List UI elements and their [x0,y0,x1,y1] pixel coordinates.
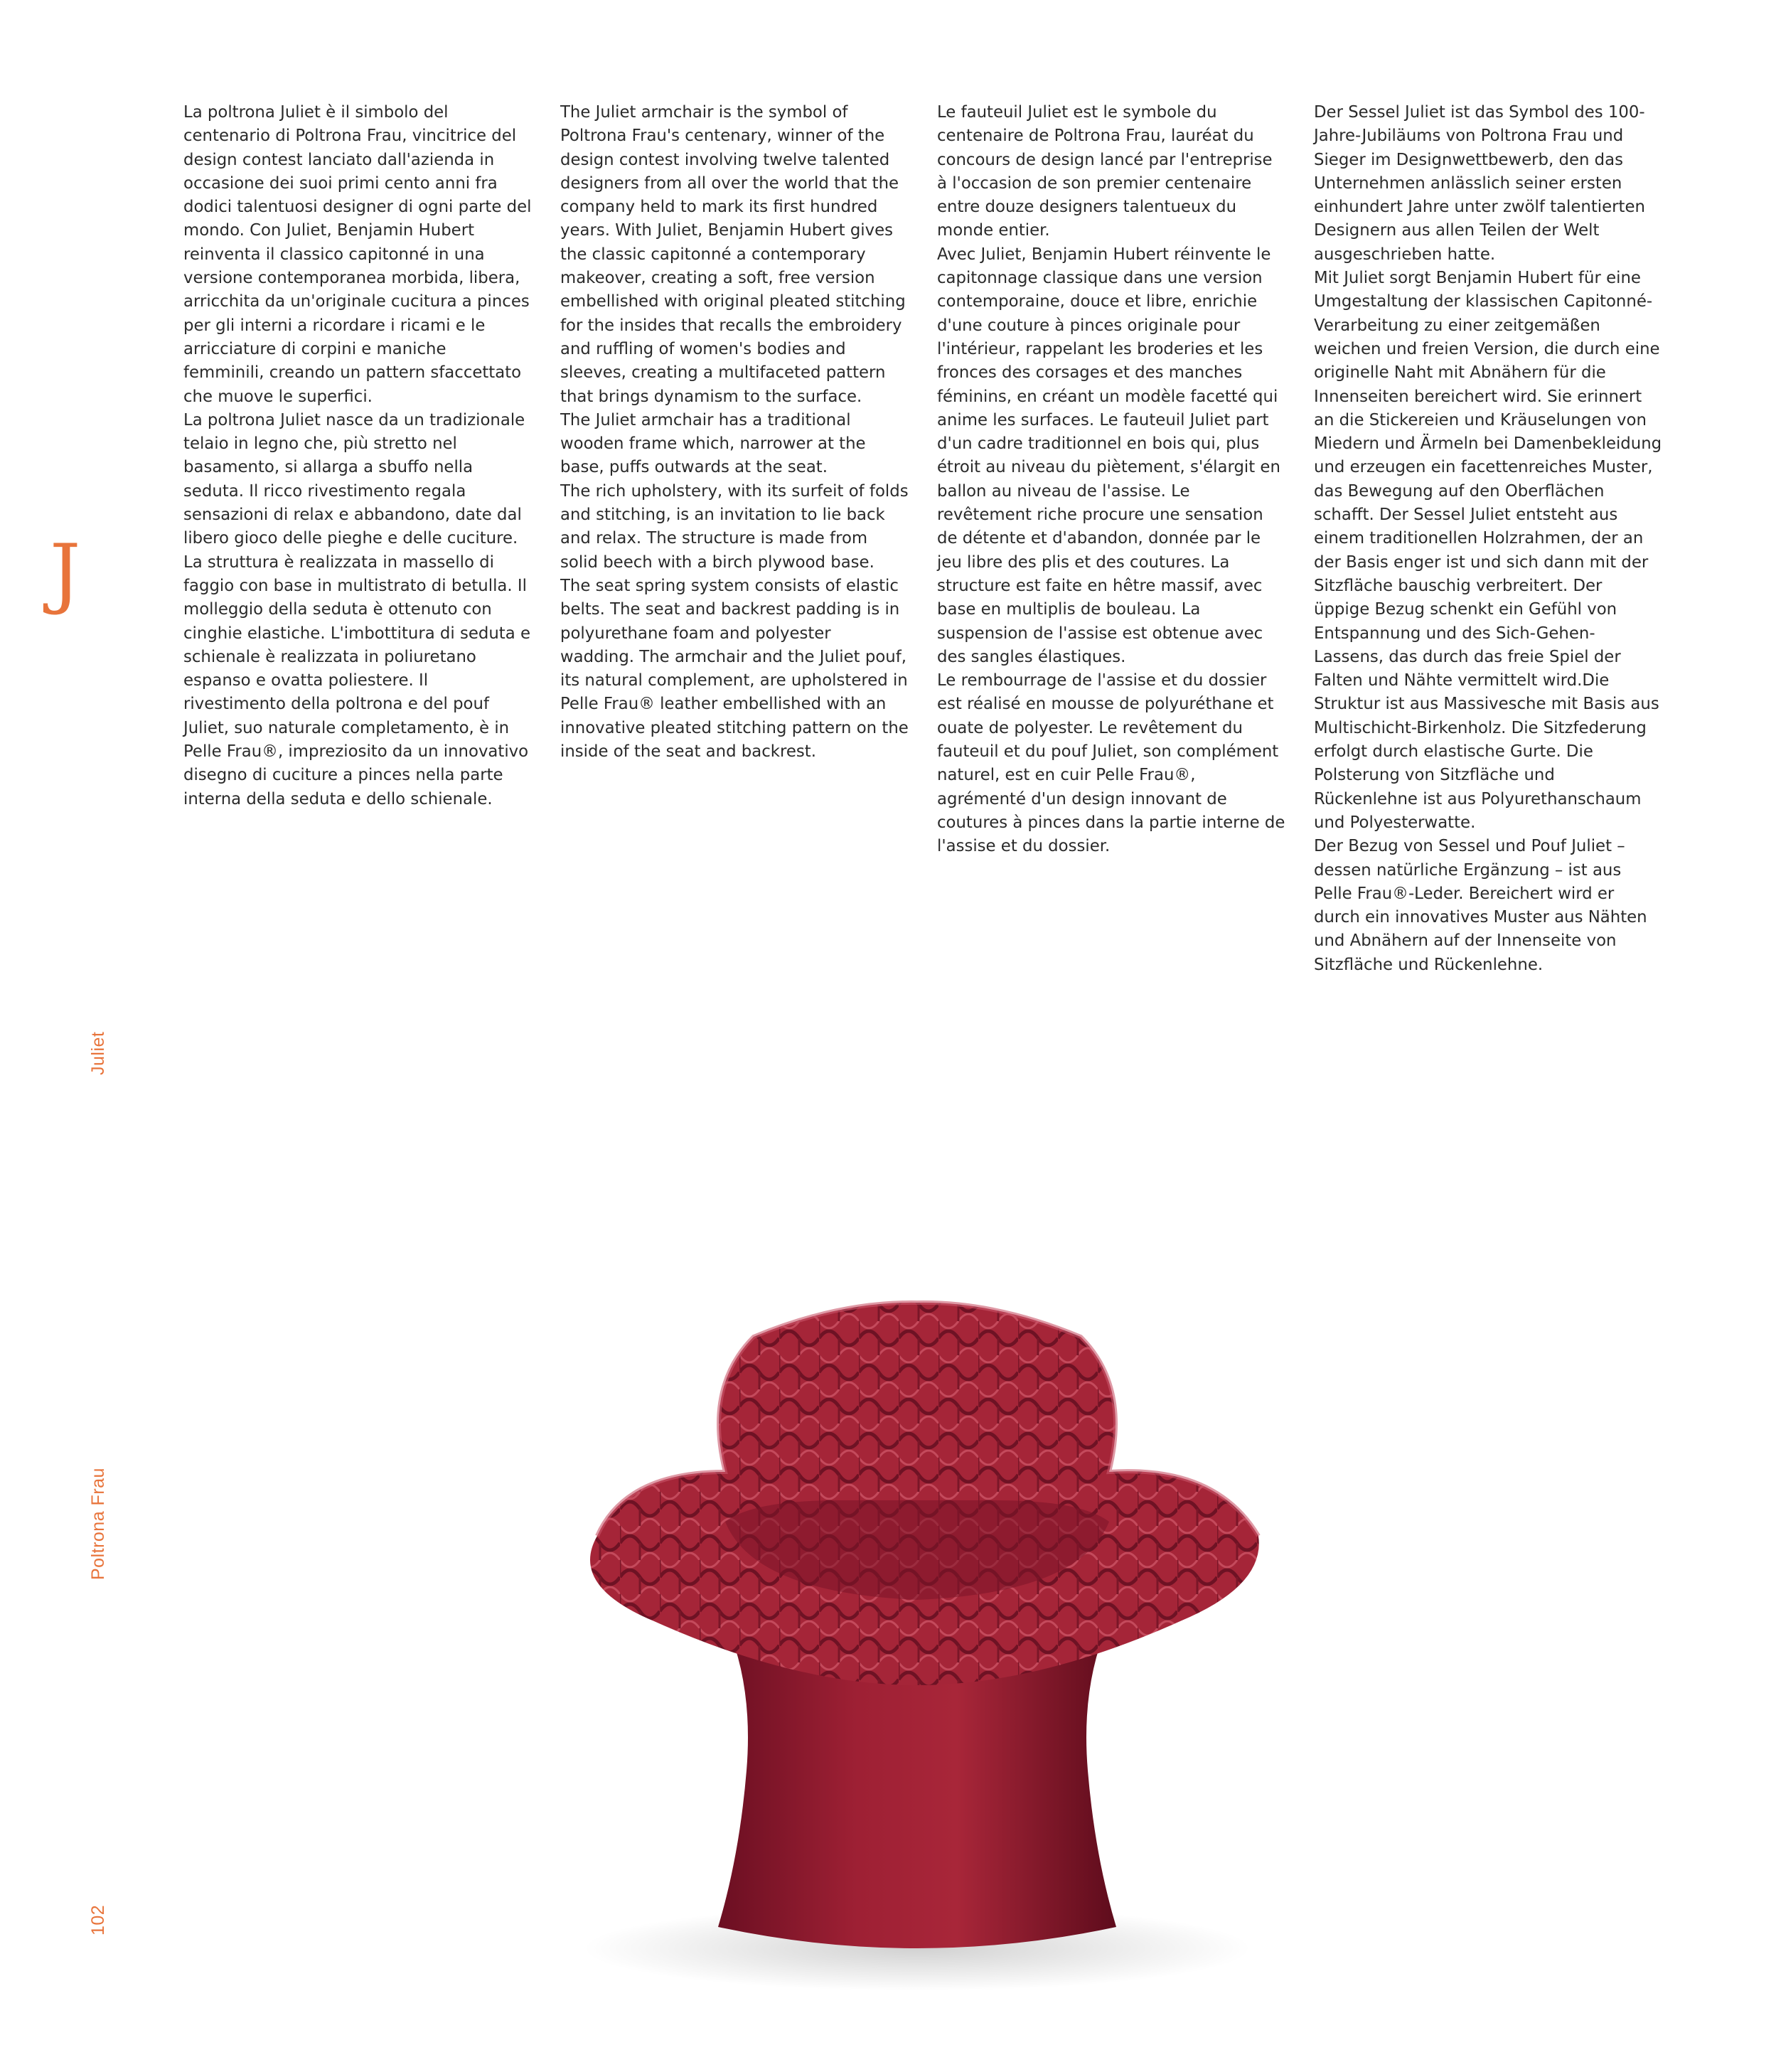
french-paragraph: Le fauteuil Juliet est le symbole du centenaire de Poltrona Frau, lauréat du concours de design lancé par l'entreprise à l'occasion de son premier centenaire entre douze designers talentueux du monde entier. [937,103,1273,240]
french-paragraph: Avec Juliet, Benjamin Hubert réinvente le capitonnage classique dans une version contemporaine, douce et libre, enrichie d'une couture à pinces originale pour l'intérieur, rappelant les broderies et les fronces des corsages et des manches féminins, en créant un modèle facetté qui anime les surfaces. Le fauteuil Juliet part d'un cadre traditionnel en bois qui, plus étroit au niveau du piètement, s'élargit en ballon au niveau de l'assise. Le revêtement riche procure une sensation de détente et d'abandon, donnée par le jeu libre des plis et des coutures. La structure est faite en hêtre massif, avec base en multiplis de bouleau. La suspension de l'assise est obtenue avec des sangles élastiques. [937,245,1280,666]
french-column [937,101,1285,859]
italian-column [183,101,532,811]
german-paragraph: Mit Juliet sorgt Benjamin Hubert für eine Umgestaltung der klassischen Capitonné-Verarbeitung zu einer zeitgemäßen weichen und freien Version, die durch eine originelle Naht mit Abnähern für die Innenseiten bereichert wird. Sie erinnert an die Stickereien und Kräuselungen von Miedern und Ärmeln bei Damenbekleidung und erzeugen ein facettenreiches Muster, das Bewegung auf den Oberflächen schafft. Der Sessel Juliet entsteht aus einem traditionellen Holzrahmen, der an der Basis enger ist und sich dann mit der Sitzfläche bauschig verbreitert. Der üppige Bezug schenkt ein Gefühl von Entspannung und des Sich-Gehen-Lassens, das durch das freie Spiel der Falten und Nähte vermittelt wird.Die Struktur ist aus Massivesche mit Basis aus Multischicht-Birkenholz. Die Sitzfederung erfolgt durch elastische Gurte. Die Polsterung von Sitzfläche und Rückenlehne ist aus Polyurethanschaum und Polyesterwatte. [1314,269,1662,832]
chair-shell [590,1303,1259,1685]
italian-paragraph: La poltrona Juliet è il simbolo del centenario di Poltrona Frau, vincitrice del design contest lanciato dall'azienda in occasione dei suoi primi cento anni fra dodici talentuosi designer di ogni parte del mondo. Con Juliet, Benjamin Hubert reinventa il classico capitonné in una versione contemporanea morbida, libera, arricchita da un'originale cucitura a pinces per gli interni a ricordare i ricami e le arricciature di corpini e maniche femminili, creando un pattern sfaccettato che muove le superfici. [183,103,532,406]
section-initial: J [50,528,81,617]
english-paragraph: The Juliet armchair has a traditional wooden frame which, narrower at the base, puffs outwards at the seat. [560,410,866,477]
german-paragraph: Der Bezug von Sessel und Pouf Juliet – dessen natürliche Ergänzung – ist aus Pelle Frau®-Leder. Bereichert wird er durch ein innovatives Muster aus Nähten und Abnähern auf der Innenseite von Sitzfläche und Rückenlehne. [1314,837,1647,974]
english-column [560,101,909,764]
section-label: Juliet [88,1031,108,1075]
page-number: 102 [88,1904,108,1935]
english-paragraph: The rich upholstery, with its surfeit of folds and stitching, is an invitation to lie back and relax. The structure is made from solid beech with a birch plywood base. The seat spring system consists of elastic belts. The seat and backrest padding is in polyurethane foam and polyester wadding. The armchair and the Juliet pouf, its natural complement, are upholstered in Pelle Frau® leather embellished with an innovative pleated stitching pattern on the inside of the seat and backrest. [560,481,909,762]
english-paragraph: The Juliet armchair is the symbol of Poltrona Frau's centenary, winner of the design contest involving twelve talented designers from all over the world that the company held to mark its first hundred years. With Juliet, Benjamin Hubert gives the classic capitonné a contemporary makeover, creating a soft, free version embellished with original pleated stitching for the insides that recalls the embroidery and ruffling of women's bodies and sleeves, creating a multifaceted pattern that brings dynamism to the surface. [560,103,906,406]
french-paragraph: Le rembourrage de l'assise et du dossier est réalisé en mousse de polyuréthane et ouate de polyester. Le revêtement du fauteuil et du pouf Juliet, son complément naturel, est en cuir Pelle Frau®, agrémenté d'un design innovant de coutures à pinces dans la partie interne de l'assise et du dossier. [937,671,1285,856]
juliet-armchair-image [540,1287,1294,1998]
german-column [1314,101,1662,977]
brand-label: Poltrona Frau [88,1468,108,1580]
german-paragraph: Der Sessel Juliet ist das Symbol des 100-Jahre-Jubiläums von Poltrona Frau und Sieger im Designwettbewerb, den das Unternehmen anlässlich seiner ersten einhundert Jahre unter zwölf talentierten Designern aus allen Teilen der Welt ausgeschrieben hatte. [1314,103,1645,264]
italian-paragraph: La poltrona Juliet nasce da un tradizionale telaio in legno che, più stretto nel basamento, si allarga a sbuffo nella seduta. Il ricco rivestimento regala sensazioni di relax e abbandono, date dal libero gioco delle pieghe e delle cuciture. La struttura è realizzata in massello di faggio con base in multistrato di betulla. Il molleggio della seduta è ottenuto con cinghie elastiche. L'imbottitura di seduta e schienale è realizzata in poliuretano espanso e ovatta poliestere. Il rivestimento della poltrona e del pouf Juliet, suo naturale completamento, è in Pelle Frau®, impreziosito da un innovativo disegno di cuciture a pinces nella parte interna della seduta e dello schienale. [183,410,530,808]
